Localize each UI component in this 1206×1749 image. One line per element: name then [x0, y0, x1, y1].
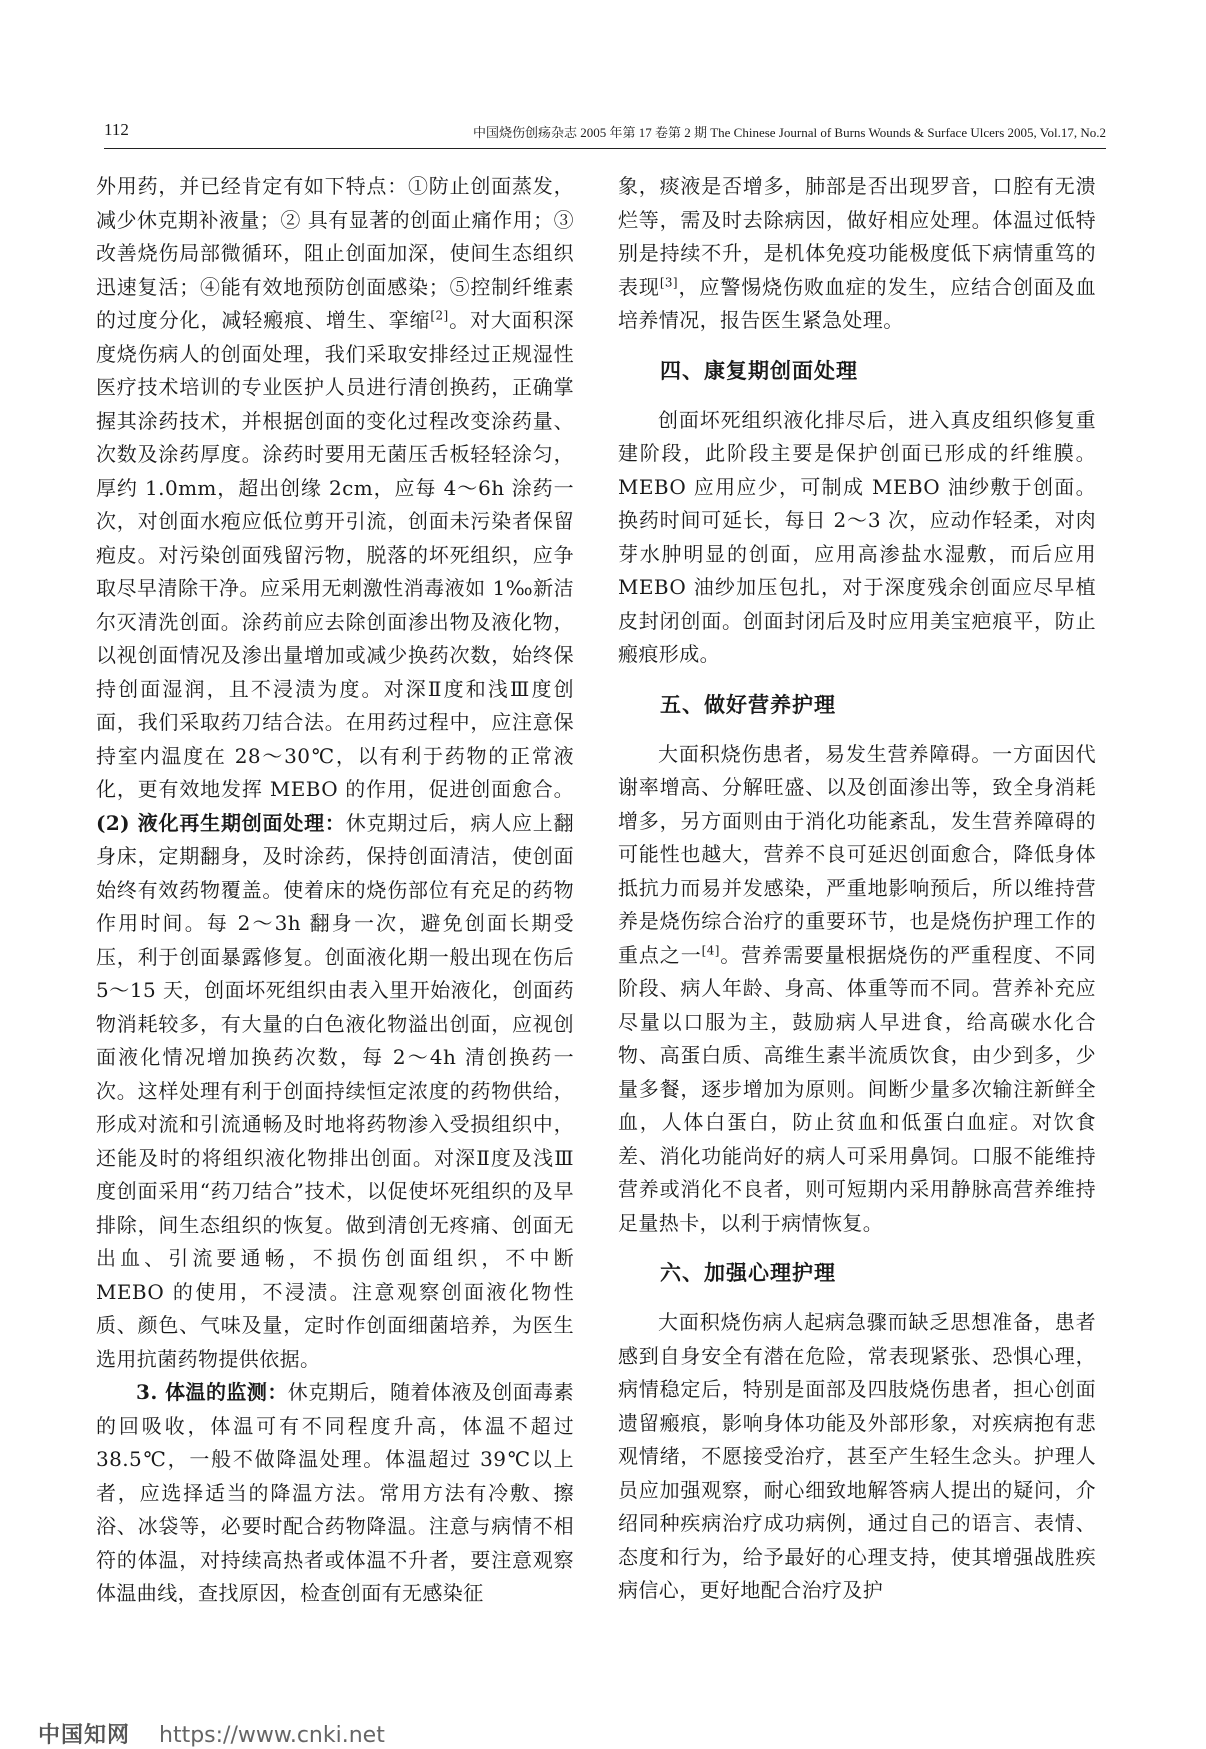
- citation-ref[interactable]: [3]: [659, 274, 679, 289]
- paragraph-topical-drug: 外用药，并已经肯定有如下特点：①防止创面蒸发，减少休克期补液量；② 具有显著的创面止痛作用；③改善烧伤局部微循环，阻止创面加深，使间生态组织迅速复活；④能有效地预防创面感染；⑤控制纤维素的过度分化，减轻瘢痕、增生、挛缩[2]。对大面积深度烧伤病人的创面处理，我们采取安排经过正规湿性医疗技术培训的专业医护人员进行清创换药，正确掌握其涂药技术，并根据创面的变化过程改变涂药量、次数及涂药厚度。涂药时要用无菌压舌板轻轻涂匀，厚约 1.0mm，超出创缘 2cm，应每 4～6h 涂药一次，对创面水疱应低位剪开引流，创面未污染者保留疱皮。对污染创面残留污物，脱落的坏死组织，应争取尽早清除干净。应采用无刺激性消毒液如 1‰新洁尔灭清洗创面。涂药前应去除创面渗出物及液化物，以视创面情况及渗出量增加或减少换药次数，始终保持创面湿润，且不浸渍为度。对深Ⅱ度和浅Ⅲ度创面，我们采取药刀结合法。在用药过程中，应注意保持室内温度在 28～30℃，以有利于药物的正常液化，更有效地发挥 MEBO 的作用，促进创面愈合。(2) 液化再生期创面处理：休克期过后，病人应上翻身床，定期翻身，及时涂药，保持创面清洁，使创面始终有效药物覆盖。使着床的烧伤部位有充足的药物作用时间。每 2～3h 翻身一次，避免创面长期受压，利于创面暴露修复。创面液化期一般出现在伤后 5～15 天，创面坏死组织由表入里开始液化，创面药物消耗较多，有大量的白色液化物溢出创面，应视创面液化情况增加换药次数，每 2～4h 清创换药一次。这样处理有利于创面持续恒定浓度的药物供给，形成对流和引流通畅及时地将药物渗入受损组织中，还能及时的将组织液化物排出创面。对深Ⅱ度及浅Ⅲ度创面采用“药刀结合”技术，以促使坏死组织的及早排除，间生态组织的恢复。做到清创无疼痛、创面无出血、引流要通畅，不损伤创面组织，不中断 MEBO 的使用，不浸渍。注意观察创面液化物性质、颜色、气味及量，定时作创面细菌培养，为医生选用抗菌药物提供依据。: [96, 174, 575, 1371]
- left-column: [96, 170, 574, 1611]
- watermark-footer: [38, 1718, 385, 1749]
- citation-ref[interactable]: [2]: [430, 308, 449, 323]
- subheading-temperature: 3. 体温的监测：: [136, 1380, 288, 1404]
- paragraph-temperature: 3. 体温的监测：休克期后，随着体液及创面毒素的回吸收，体温可有不同程度升高，体温不超过 38.5℃，一般不做降温处理。体温超过 39℃以上者，应选择适当的降温方法。常用方法有冷敷、擦浴、冰袋等，必要时配合药物降温。注意与病情不相符的体温，对持续高热者或体温不升者，要注意观察体温曲线，查找原因，检查创面有无感染征: [96, 1380, 574, 1605]
- journal-running-head: 中国烧伤创疡杂志 2005 年第 17 卷第 2 期 The Chinese Journal of Burns Wounds & Surface Ulcers 2005, Vol.17, No.2: [472, 125, 1106, 140]
- running-header: [104, 118, 1106, 149]
- cnki-url-link[interactable]: https://www.cnki.net: [159, 1723, 385, 1748]
- page-number: 112: [104, 120, 129, 139]
- right-column: [618, 170, 1096, 1608]
- paragraph-nutrition: 大面积烧伤患者，易发生营养障碍。一方面因代谢率增高、分解旺盛、以及创面渗出等，致全身消耗增多，另方面则由于消化功能紊乱，发生营养障碍的可能性也越大，营养不良可延迟创面愈合，降低身体抵抗力而易并发感染，严重地影响预后，所以维持营养是烧伤综合治疗的重要环节，也是烧伤护理工作的重点之一[4]。营养需要量根据烧伤的严重程度、不同阶段、病人年龄、身高、体重等而不同。营养补充应尽量以口服为主，鼓励病人早进食，给高碳水化合物、高蛋白质、高维生素半流质饮食，由少到多，少量多餐，逐步增加为原则。间断少量多次输注新鲜全血，人体白蛋白，防止贫血和低蛋白血症。对饮食差、消化功能尚好的病人可采用鼻饲。口服不能维持营养或消化不良者，则可短期内采用静脉高营养维持足量热卡，以利于病情恢复。: [618, 741, 1096, 1235]
- paragraph-rehab: 创面坏死组织液化排尽后，进入真皮组织修复重建阶段，此阶段主要是保护创面已形成的纤维膜。MEBO 应用应少，可制成 MEBO 油纱敷于创面。换药时间可延长，每日 2～3 次，应动作轻柔，对肉芽水肿明显的创面，应用高渗盐水湿敷，而后应用 MEBO 油纱加压包扎，对于深度残余创面应尽早植皮封闭创面。创面封闭后及时应用美宝疤痕平，防止瘢痕形成。: [618, 407, 1096, 666]
- section-heading-psychology: 六、加强心理护理: [660, 1261, 836, 1285]
- cnki-logo: 中国知网: [38, 1723, 131, 1748]
- paragraph-psychology: 大面积烧伤病人起病急骤而缺乏思想准备，患者感到自身安全有潜在危险，常表现紧张、恐惧心理，病情稳定后，特别是面部及四肢烧伤患者，担心创面遗留瘢痕，影响身体功能及外部形象，对疾病抱有悲观情绪，不愿接受治疗，甚至产生轻生念头。护理人员应加强观察，耐心细致地解答病人提出的疑问，介绍同种疾病治疗成功病例，通过自己的语言、表情、态度和行为，给予最好的心理支持，使其增强战胜疾病信心，更好地配合治疗及护: [618, 1310, 1096, 1602]
- section-heading-nutrition: 五、做好营养护理: [660, 692, 836, 717]
- citation-ref[interactable]: [4]: [701, 942, 720, 957]
- section-heading-rehab: 四、康复期创面处理: [660, 358, 858, 383]
- paragraph-continued: 象，痰液是否增多，肺部是否出现罗音，口腔有无溃烂等，需及时去除病因，做好相应处理。体温过低特别是持续不升，是机体免疫功能极度低下病情重笃的表现[3]，应警惕烧伤败血症的发生，应结合创面及血培养情况，报告医生紧急处理。: [618, 174, 1097, 332]
- subheading-liquefaction: (2) 液化再生期创面处理：: [96, 810, 346, 835]
